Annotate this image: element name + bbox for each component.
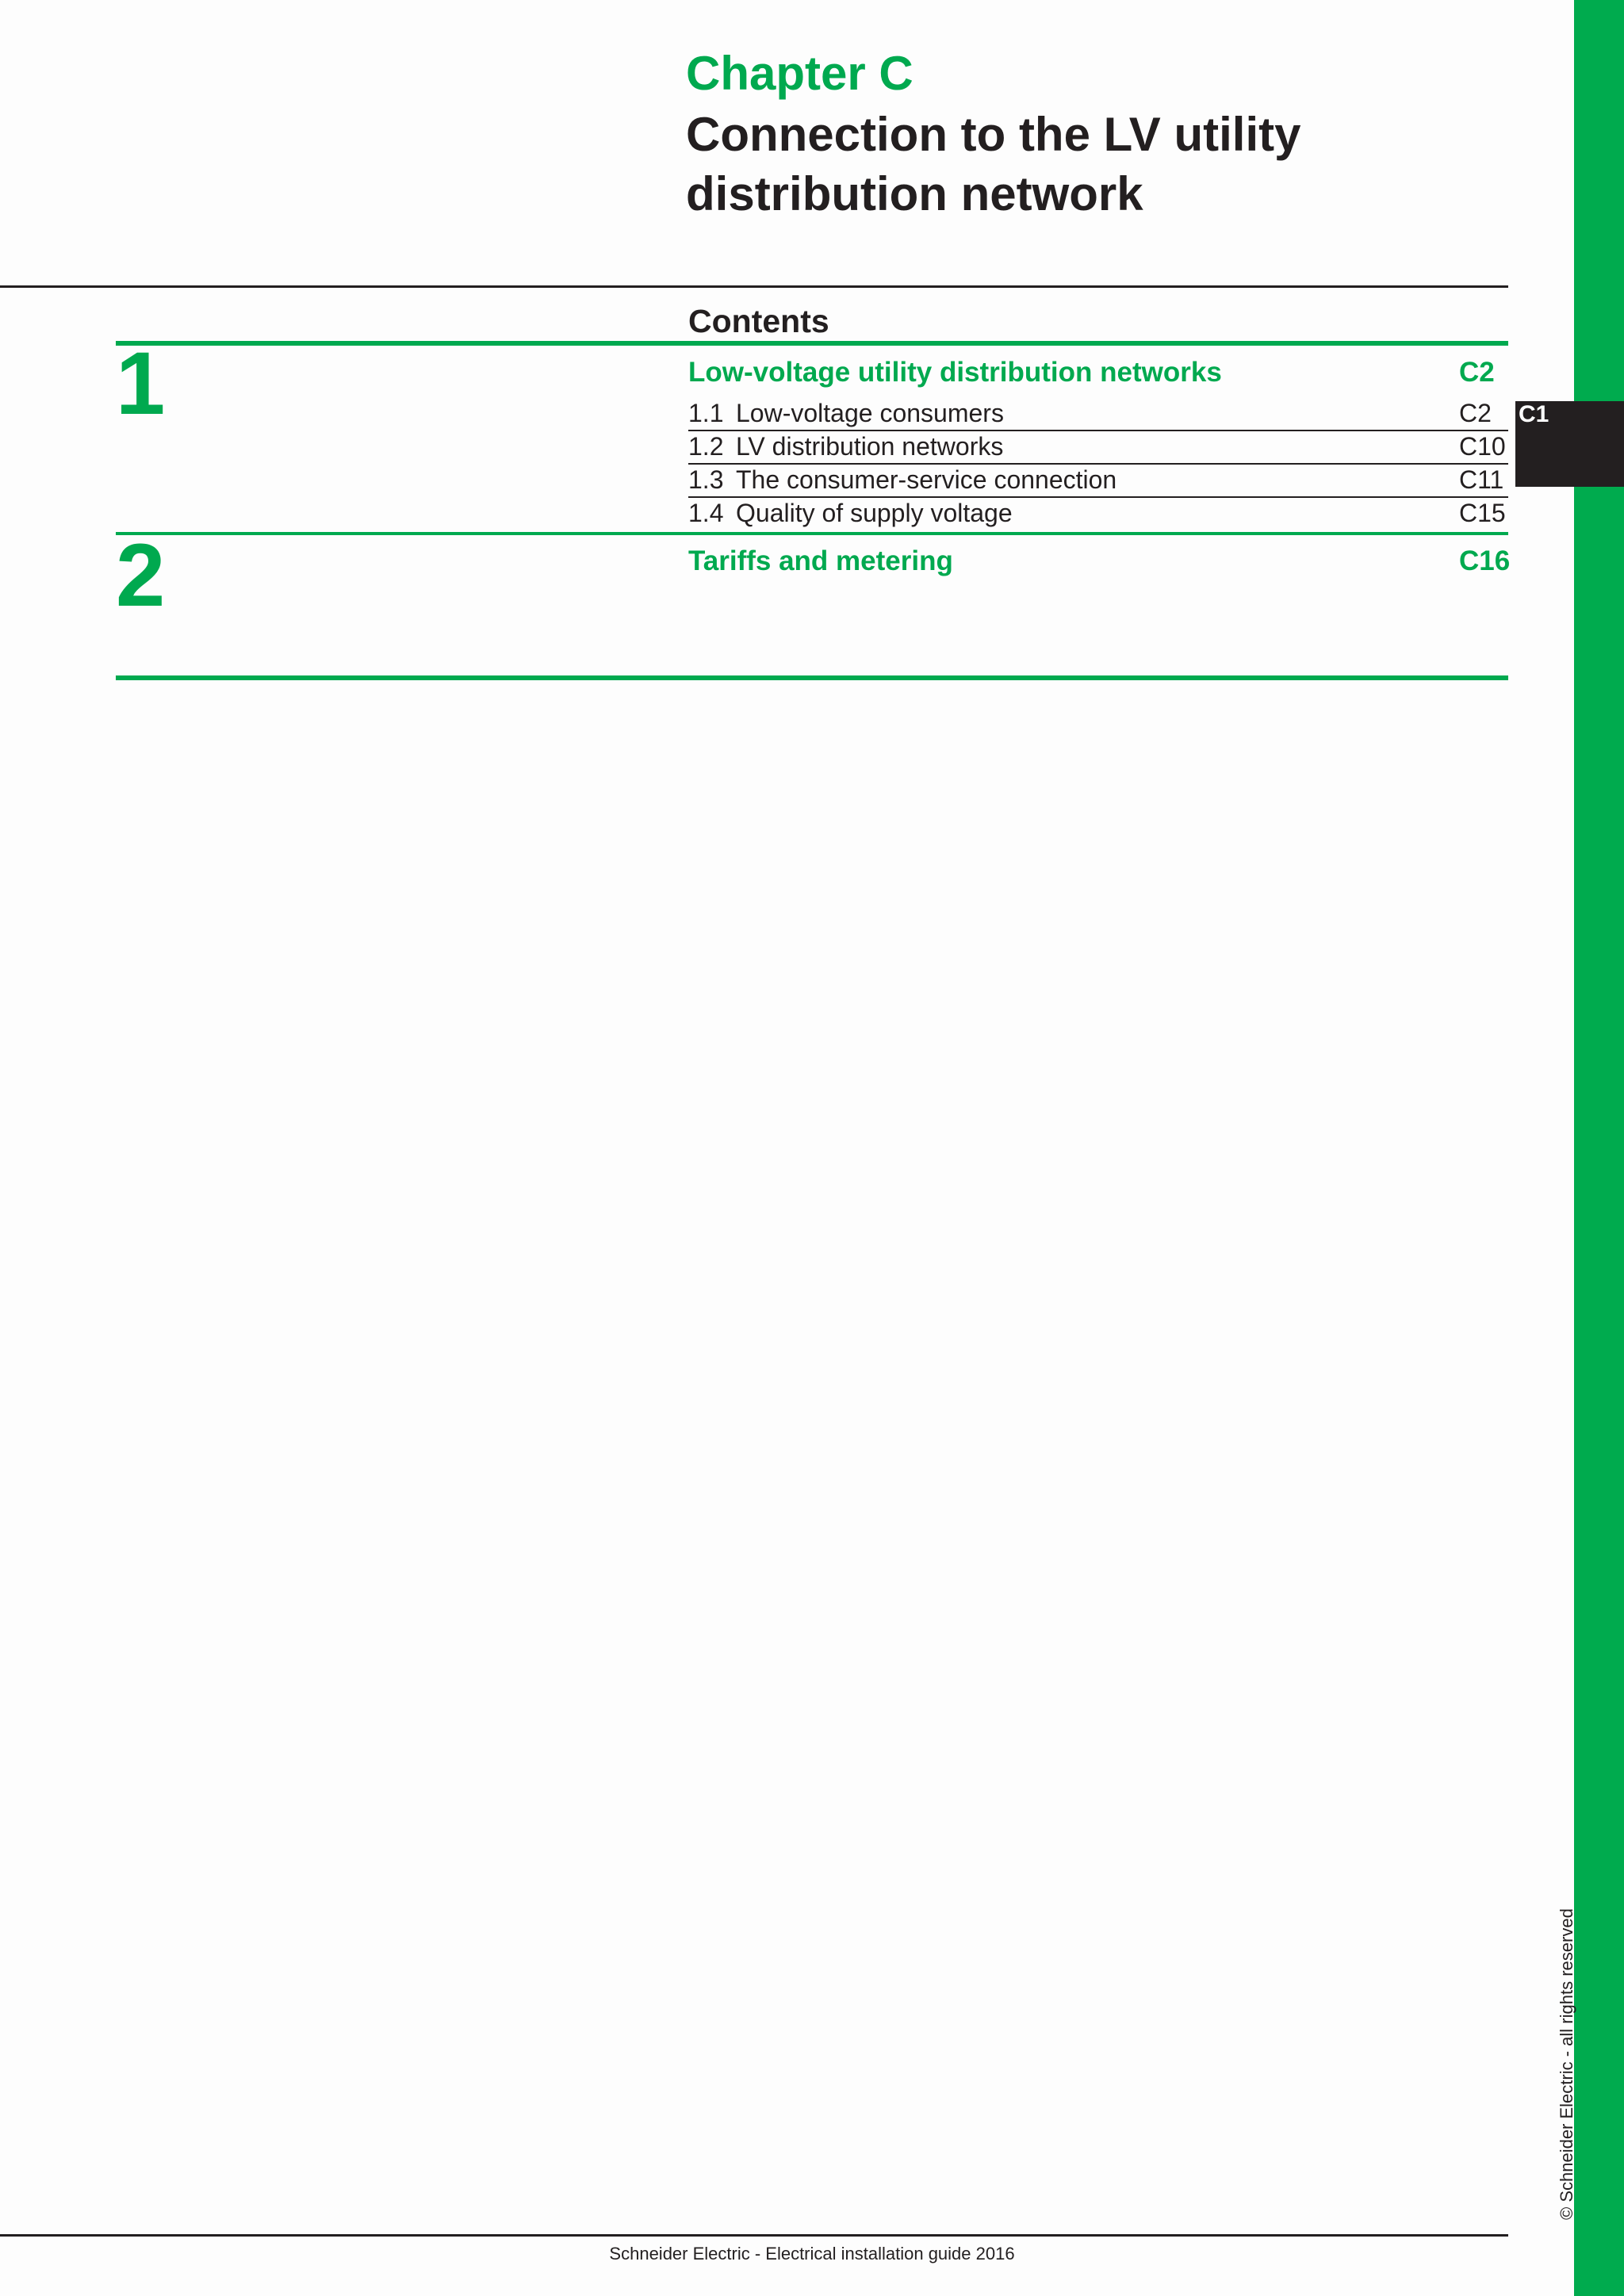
copyright-notice: © Schneider Electric - all rights reserved [1557,1908,1576,2220]
chapter-label: Chapter C [686,47,914,100]
section-title[interactable]: Tariffs and metering [688,545,953,576]
section-number: 1 [116,334,166,433]
entry-number: 1.2 [688,432,724,461]
entry-number: 1.4 [688,499,724,527]
section-page-number: C16 [1459,545,1511,576]
page-number-tab: C1 [1519,401,1549,427]
contents-heading: Contents [688,303,829,339]
header-divider [0,285,1508,288]
side-color-bar [1574,0,1624,2296]
entry-title: Quality of supply voltage [736,499,1013,527]
footer-text: Schneider Electric - Electrical installation guide 2016 [609,2244,1015,2263]
section-1-divider [116,341,1508,346]
entry-page-number: C2 [1459,399,1492,427]
entry-number: 1.1 [688,399,724,427]
entry-page-number: C15 [1459,499,1506,527]
entry-title: Low-voltage consumers [736,399,1004,427]
toc-entry[interactable] [688,396,1508,431]
toc-entry[interactable] [688,430,1508,465]
contents-end-divider [116,675,1508,680]
section-title[interactable]: Low-voltage utility distribution networks [688,357,1222,388]
section-2-divider [116,532,1508,535]
entry-title: The consumer-service connection [736,465,1117,494]
entry-number: 1.3 [688,465,724,494]
section-number: 2 [116,526,166,625]
chapter-title: Connection to the LV utility distribution network [686,108,1301,220]
toc-entry[interactable] [688,496,1508,530]
entry-page-number: C10 [1459,432,1506,461]
entry-title: LV distribution networks [736,432,1004,461]
footer-divider [0,2234,1508,2237]
entry-page-number: C11 [1459,465,1504,494]
section-page-number: C2 [1459,357,1495,388]
toc-entry[interactable] [688,463,1508,498]
